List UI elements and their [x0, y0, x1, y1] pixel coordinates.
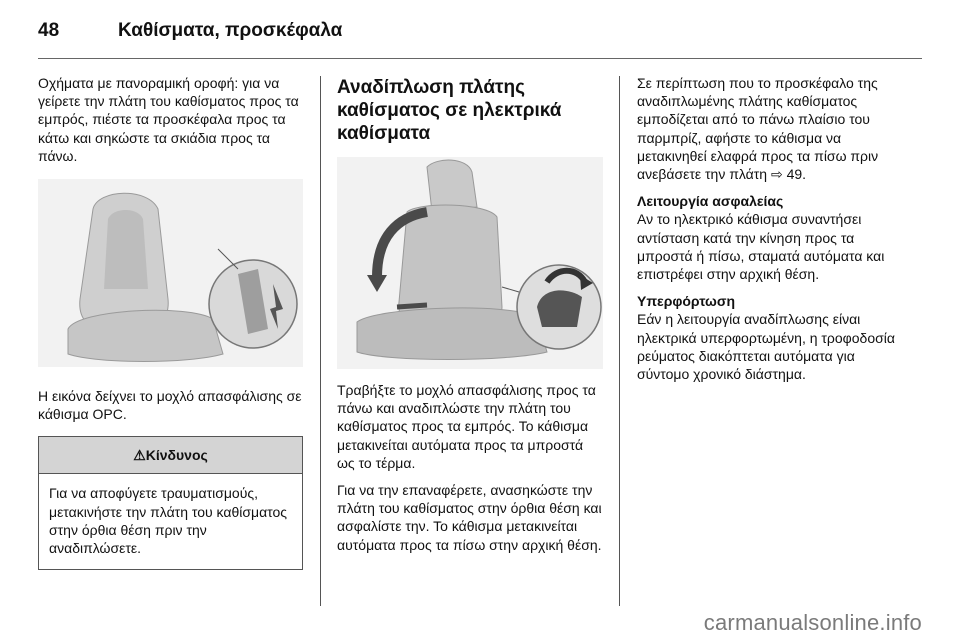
- danger-body: Για να αποφύγετε τραυματισμούς, μετακινήστε την πλάτη του καθίσματος στην όρθια θέση πριν την αναδιπλώσετε.: [49, 485, 288, 557]
- page-reference: 49.: [786, 166, 807, 183]
- electric-seat-figure: [337, 157, 603, 369]
- danger-title: Κίνδυνος: [145, 447, 208, 464]
- column-divider-1: [320, 76, 321, 606]
- column-divider-2: [619, 76, 620, 606]
- opc-seat-illustration: [38, 179, 303, 367]
- electric-seat-illustration: [337, 157, 603, 369]
- page-header: [38, 12, 922, 50]
- instruction-paragraph-2: Για να την επαναφέρετε, ανασηκώστε την πλάτη του καθίσματος στην όρθια θέση και ασφαλίστε την. Το κάθισμα μετακινείται αυτόματα προς τα πίσω στην αρχική θέση.: [337, 482, 602, 553]
- instruction-paragraph-1: Τραβήξτε το μοχλό απασφάλισης προς τα πάνω και αναδιπλώστε την πλάτη του καθίσματος προς τα εμπρός. Το κάθισμα μετακινείται αυτόματα προς τα μπροστά ως το τέρμα.: [337, 382, 596, 471]
- intro-paragraph: Οχήματα με πανοραμική οροφή: για να γείρετε την πλάτη του καθίσματος προς τα εμπρός, πιέστε τα προσκέφαλα προς τα κάτω και σηκώστε τα σκιάδια προς τα πάνω.: [38, 75, 299, 164]
- overload-heading: Υπερφόρτωση: [637, 293, 736, 310]
- page-title: Καθίσματα, προσκέφαλα: [118, 20, 343, 41]
- watermark: carmanualsonline.info: [703, 610, 922, 635]
- danger-header: [39, 437, 302, 474]
- opc-seat-figure: [38, 179, 303, 367]
- safety-function-heading: Λειτουργία ασφαλείας: [637, 193, 784, 210]
- column-2: [337, 74, 603, 554]
- safety-function-text: Αν το ηλεκτρικό κάθισμα συναντήσει αντίσταση κατά την κίνηση προς τα μπροστά ή πίσω, σταματά αυτόματα και επιστρέφει στην αρχική θέση.: [637, 211, 885, 283]
- headrest-paragraph: [637, 74, 909, 183]
- header-divider: [38, 58, 922, 59]
- overload-text: Εάν η λειτουργία αναδίπλωσης είναι ηλεκτρικά υπερφορτωμένη, η τροφοδοσία ρεύματος διακόπτεται αυτόματα για σύντομο χρονικό διάστημα.: [637, 311, 895, 383]
- column-1: [38, 74, 303, 570]
- section-heading: Αναδίπλωση πλάτης καθίσματος σε ηλεκτρικά καθίσματα: [337, 77, 562, 144]
- page-number: 48: [38, 20, 60, 41]
- arrow-ref-icon: ⇨: [770, 166, 783, 183]
- danger-box: [38, 436, 303, 570]
- warning-triangle-icon: ⚠: [133, 447, 146, 464]
- column-3: [637, 74, 909, 383]
- headrest-text: Σε περίπτωση που το προσκέφαλο της αναδιπλωμένης πλάτης καθίσματος εμποδίζεται από το πάνω πλαίσιο του παρμπρίζ, αφήστε το κάθισμα να μετακινηθεί ελαφρά προς τα πίσω πριν ανεβάσετε την πλάτη: [637, 75, 879, 183]
- figure-caption: Η εικόνα δείχνει το μοχλό απασφάλισης σε κάθισμα OPC.: [38, 388, 302, 423]
